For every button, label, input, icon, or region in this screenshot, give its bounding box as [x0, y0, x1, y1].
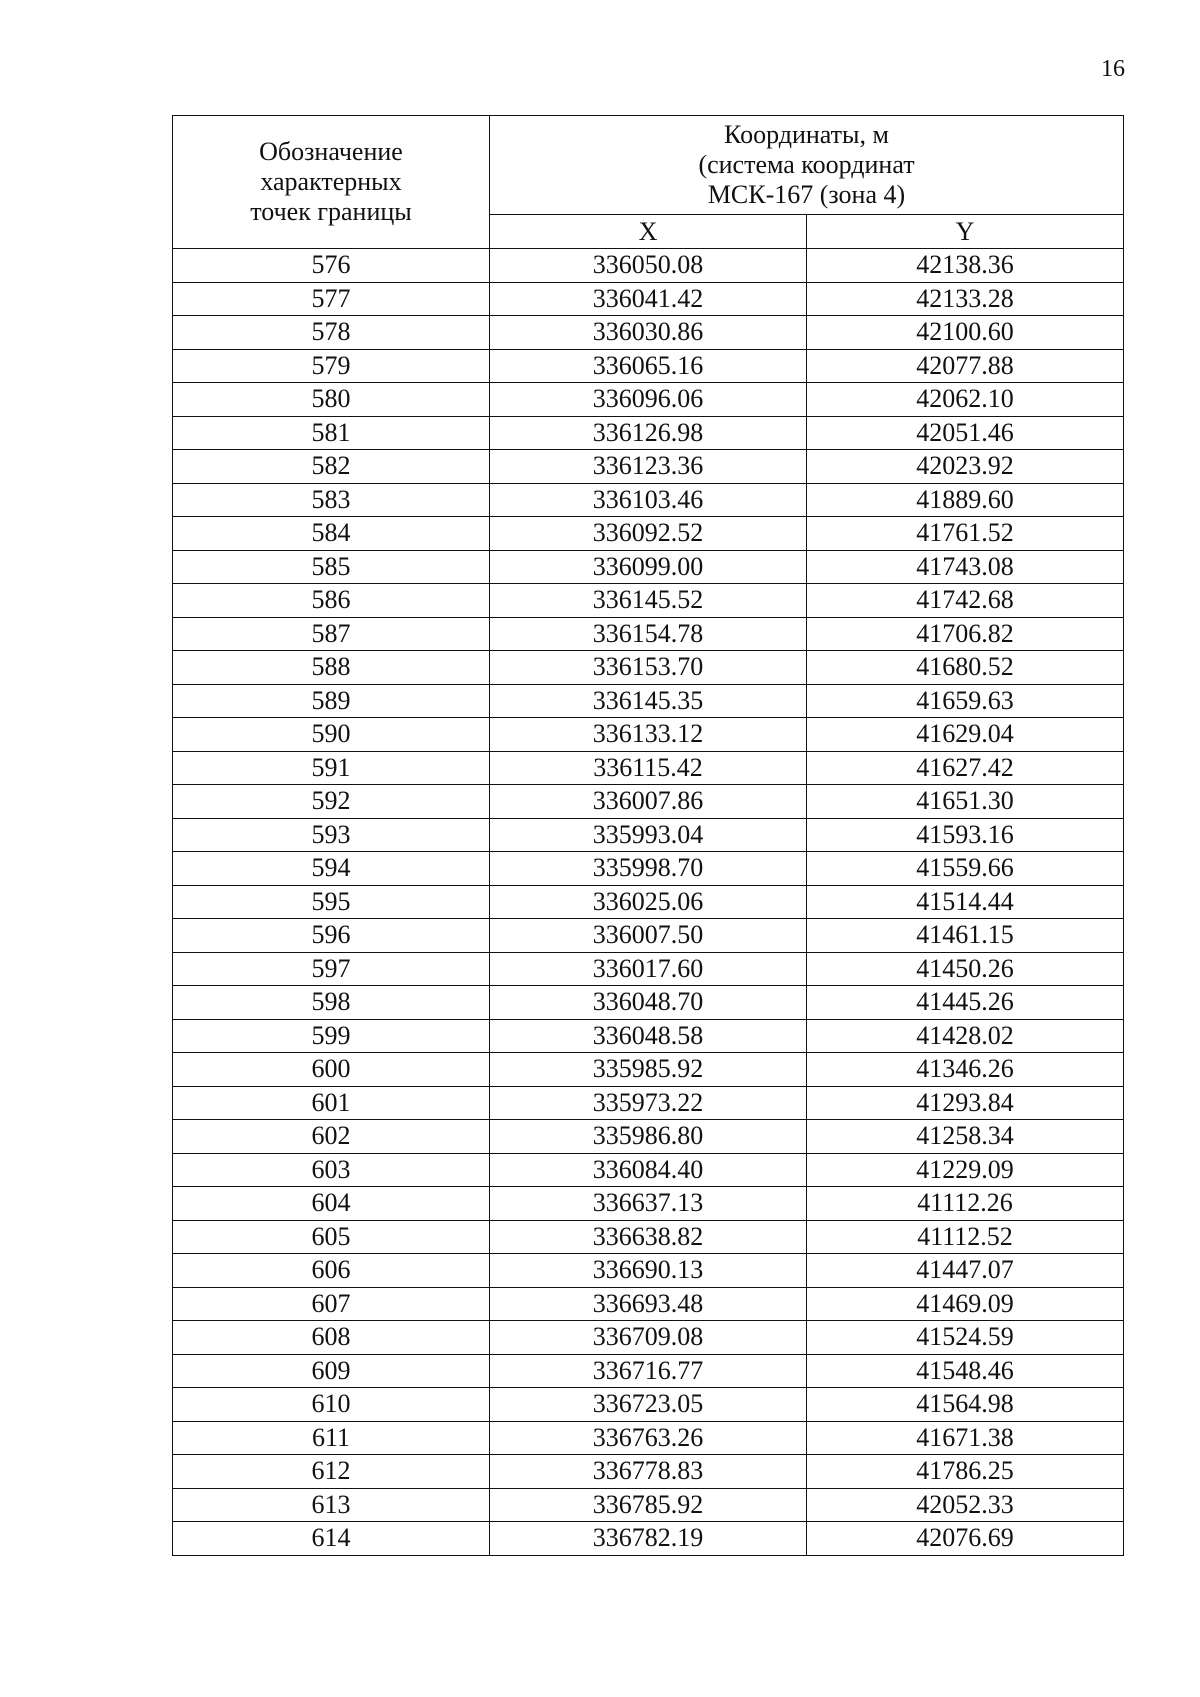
table-row [173, 349, 1124, 383]
y-cell: 41469.09 [807, 1287, 1124, 1321]
point-designation-header [173, 116, 490, 249]
y-cell: 41293.84 [807, 1086, 1124, 1120]
x-cell: 336153.70 [490, 651, 807, 685]
y-cell: 41742.68 [807, 584, 1124, 618]
y-cell: 41659.63 [807, 684, 1124, 718]
y-cell: 42023.92 [807, 450, 1124, 484]
point-cell: 611 [173, 1421, 490, 1455]
table-row [173, 1287, 1124, 1321]
point-cell: 605 [173, 1220, 490, 1254]
x-cell: 335993.04 [490, 818, 807, 852]
x-cell: 336154.78 [490, 617, 807, 651]
table-row [173, 550, 1124, 584]
y-cell: 41786.25 [807, 1455, 1124, 1489]
x-cell: 336041.42 [490, 282, 807, 316]
point-cell: 591 [173, 751, 490, 785]
y-cell: 42051.46 [807, 416, 1124, 450]
y-cell: 41564.98 [807, 1388, 1124, 1422]
table-row [173, 1120, 1124, 1154]
y-cell: 41743.08 [807, 550, 1124, 584]
point-header-line-2: характерных [260, 167, 402, 196]
y-cell: 41680.52 [807, 651, 1124, 685]
point-cell: 583 [173, 483, 490, 517]
y-cell: 41461.15 [807, 919, 1124, 953]
x-cell: 336693.48 [490, 1287, 807, 1321]
point-cell: 582 [173, 450, 490, 484]
table-row [173, 1321, 1124, 1355]
table-row [173, 1086, 1124, 1120]
y-cell: 41593.16 [807, 818, 1124, 852]
x-cell: 336065.16 [490, 349, 807, 383]
y-cell: 41761.52 [807, 517, 1124, 551]
x-cell: 336145.35 [490, 684, 807, 718]
x-cell: 336123.36 [490, 450, 807, 484]
x-cell: 336723.05 [490, 1388, 807, 1422]
x-cell: 336084.40 [490, 1153, 807, 1187]
x-cell: 336716.77 [490, 1354, 807, 1388]
table-row [173, 885, 1124, 919]
point-cell: 581 [173, 416, 490, 450]
x-cell: 336048.70 [490, 986, 807, 1020]
table-row [173, 852, 1124, 886]
point-cell: 601 [173, 1086, 490, 1120]
table-row [173, 1053, 1124, 1087]
point-cell: 608 [173, 1321, 490, 1355]
y-cell: 41651.30 [807, 785, 1124, 819]
table-row [173, 986, 1124, 1020]
y-cell: 41229.09 [807, 1153, 1124, 1187]
y-cell: 41447.07 [807, 1254, 1124, 1288]
point-cell: 607 [173, 1287, 490, 1321]
x-cell: 336115.42 [490, 751, 807, 785]
y-cell: 41559.66 [807, 852, 1124, 886]
point-cell: 584 [173, 517, 490, 551]
table-row [173, 483, 1124, 517]
x-cell: 336099.00 [490, 550, 807, 584]
x-cell: 336103.46 [490, 483, 807, 517]
y-cell: 41514.44 [807, 885, 1124, 919]
point-cell: 603 [173, 1153, 490, 1187]
y-cell: 41524.59 [807, 1321, 1124, 1355]
table-row [173, 1254, 1124, 1288]
x-cell: 336050.08 [490, 249, 807, 283]
point-cell: 602 [173, 1120, 490, 1154]
x-cell: 336017.60 [490, 952, 807, 986]
y-cell: 41629.04 [807, 718, 1124, 752]
y-cell: 42133.28 [807, 282, 1124, 316]
point-cell: 590 [173, 718, 490, 752]
point-cell: 580 [173, 383, 490, 417]
y-cell: 41428.02 [807, 1019, 1124, 1053]
y-cell: 42052.33 [807, 1488, 1124, 1522]
table-row [173, 919, 1124, 953]
point-cell: 604 [173, 1187, 490, 1221]
y-cell: 41548.46 [807, 1354, 1124, 1388]
point-cell: 577 [173, 282, 490, 316]
table-row [173, 1488, 1124, 1522]
point-cell: 600 [173, 1053, 490, 1087]
point-header-line-1: Обозначение [259, 137, 403, 166]
table-body [173, 249, 1124, 1556]
y-cell: 41445.26 [807, 986, 1124, 1020]
point-cell: 593 [173, 818, 490, 852]
table-row [173, 751, 1124, 785]
table-row [173, 952, 1124, 986]
table-row [173, 249, 1124, 283]
x-cell: 336145.52 [490, 584, 807, 618]
table-row [173, 1354, 1124, 1388]
table-row [173, 651, 1124, 685]
x-cell: 336126.98 [490, 416, 807, 450]
table-row [173, 383, 1124, 417]
x-cell: 336763.26 [490, 1421, 807, 1455]
x-cell: 336778.83 [490, 1455, 807, 1489]
point-cell: 596 [173, 919, 490, 953]
table-row [173, 617, 1124, 651]
table-header [173, 116, 1124, 249]
point-cell: 599 [173, 1019, 490, 1053]
table-row [173, 1522, 1124, 1556]
y-cell: 41627.42 [807, 751, 1124, 785]
x-cell: 336782.19 [490, 1522, 807, 1556]
y-cell: 41671.38 [807, 1421, 1124, 1455]
y-cell: 42076.69 [807, 1522, 1124, 1556]
point-header-line-3: точек границы [250, 197, 412, 226]
coordinates-header [490, 116, 1124, 215]
point-cell: 609 [173, 1354, 490, 1388]
x-cell: 336048.58 [490, 1019, 807, 1053]
y-cell: 41450.26 [807, 952, 1124, 986]
table-row [173, 1187, 1124, 1221]
coords-header-line-1: Координаты, м [724, 120, 889, 150]
point-cell: 614 [173, 1522, 490, 1556]
x-cell: 336007.86 [490, 785, 807, 819]
x-cell: 336007.50 [490, 919, 807, 953]
table-row [173, 785, 1124, 819]
y-cell: 41889.60 [807, 483, 1124, 517]
point-cell: 610 [173, 1388, 490, 1422]
point-cell: 588 [173, 651, 490, 685]
x-cell: 336709.08 [490, 1321, 807, 1355]
y-cell: 42077.88 [807, 349, 1124, 383]
y-cell: 41706.82 [807, 617, 1124, 651]
point-cell: 594 [173, 852, 490, 886]
y-cell: 41112.26 [807, 1187, 1124, 1221]
coords-header-line-3: МСК-167 (зона 4) [707, 180, 906, 210]
point-cell: 585 [173, 550, 490, 584]
point-cell: 576 [173, 249, 490, 283]
point-cell: 589 [173, 684, 490, 718]
page-number: 16 [1101, 56, 1125, 82]
x-cell: 336133.12 [490, 718, 807, 752]
point-cell: 578 [173, 316, 490, 350]
x-cell: 336638.82 [490, 1220, 807, 1254]
x-cell: 336025.06 [490, 885, 807, 919]
table-row [173, 584, 1124, 618]
table-row [173, 282, 1124, 316]
x-cell: 335973.22 [490, 1086, 807, 1120]
x-column-header: X [490, 215, 807, 249]
coords-header-line-2: (система координат [698, 150, 915, 180]
table-row [173, 517, 1124, 551]
table-row [173, 818, 1124, 852]
x-cell: 335985.92 [490, 1053, 807, 1087]
x-cell: 336096.06 [490, 383, 807, 417]
point-cell: 587 [173, 617, 490, 651]
table-row [173, 416, 1124, 450]
y-cell: 41346.26 [807, 1053, 1124, 1087]
point-cell: 606 [173, 1254, 490, 1288]
y-cell: 41258.34 [807, 1120, 1124, 1154]
y-cell: 41112.52 [807, 1220, 1124, 1254]
point-cell: 613 [173, 1488, 490, 1522]
point-cell: 592 [173, 785, 490, 819]
x-cell: 336690.13 [490, 1254, 807, 1288]
table-row [173, 316, 1124, 350]
table-row [173, 1153, 1124, 1187]
point-cell: 586 [173, 584, 490, 618]
point-cell: 598 [173, 986, 490, 1020]
table-row [173, 1388, 1124, 1422]
x-cell: 336092.52 [490, 517, 807, 551]
table-row [173, 1455, 1124, 1489]
y-column-header: Y [807, 215, 1124, 249]
point-cell: 612 [173, 1455, 490, 1489]
table-row [173, 684, 1124, 718]
y-cell: 42062.10 [807, 383, 1124, 417]
point-cell: 595 [173, 885, 490, 919]
x-cell: 335998.70 [490, 852, 807, 886]
x-cell: 336030.86 [490, 316, 807, 350]
x-cell: 336637.13 [490, 1187, 807, 1221]
point-cell: 597 [173, 952, 490, 986]
y-cell: 42100.60 [807, 316, 1124, 350]
point-cell: 579 [173, 349, 490, 383]
x-cell: 336785.92 [490, 1488, 807, 1522]
table-row [173, 718, 1124, 752]
table-row [173, 450, 1124, 484]
table-row [173, 1220, 1124, 1254]
x-cell: 335986.80 [490, 1120, 807, 1154]
table-row [173, 1421, 1124, 1455]
coordinates-table [172, 115, 1124, 1556]
table-row [173, 1019, 1124, 1053]
y-cell: 42138.36 [807, 249, 1124, 283]
